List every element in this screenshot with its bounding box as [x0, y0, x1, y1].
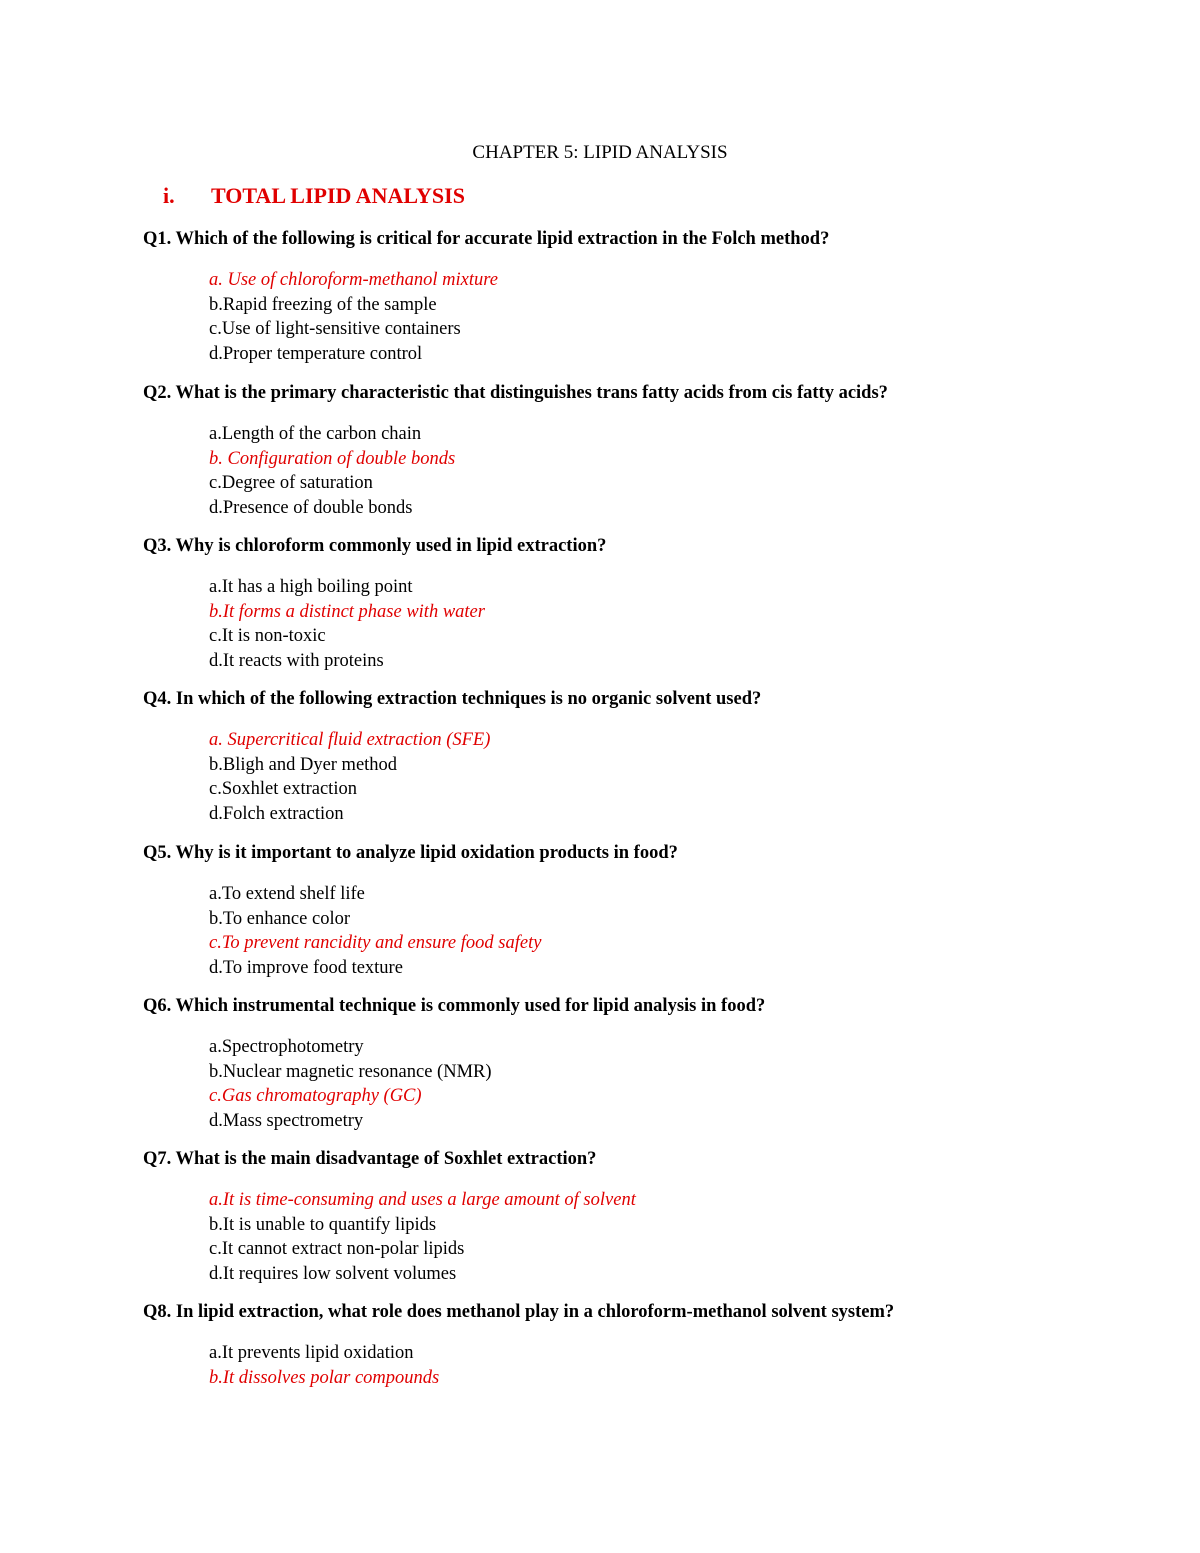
options-list [209, 1035, 492, 1133]
option-correct: b. Configuration of double bonds [209, 448, 456, 469]
question-text: Q8. In lipid extraction, what role does methanol play in a chloroform-methanol solvent system? [143, 1302, 895, 1322]
section-heading [163, 183, 465, 209]
option: a.It prevents lipid oxidation [209, 1343, 414, 1363]
option: b.Nuclear magnetic resonance (NMR) [209, 1061, 492, 1082]
question-text: Q5. Why is it important to analyze lipid oxidation products in food? [143, 843, 678, 863]
option: c.Use of light-sensitive containers [209, 319, 461, 339]
option: d.To improve food texture [209, 957, 403, 978]
option: d.Presence of double bonds [209, 497, 413, 518]
option-correct: b.It dissolves polar compounds [209, 1367, 440, 1388]
option-correct: a. Supercritical fluid extraction (SFE) [209, 730, 491, 750]
question-text: Q3. Why is chloroform commonly used in lipid extraction? [143, 536, 607, 556]
option: a.Spectrophotometry [209, 1037, 364, 1057]
option: d.It requires low solvent volumes [209, 1263, 457, 1284]
option: b.To enhance color [209, 908, 350, 929]
option: c.It is non-toxic [209, 626, 326, 646]
options-list [209, 422, 455, 520]
option: c.Degree of saturation [209, 473, 373, 493]
options-list [209, 882, 541, 980]
option: b.It is unable to quantify lipids [209, 1214, 437, 1235]
option-correct: a.It is time-consuming and uses a large amount of solvent [209, 1190, 636, 1210]
question-text: Q2. What is the primary characteristic that distinguishes trans fatty acids from cis fatty acids? [143, 383, 888, 403]
option-correct: b.It forms a distinct phase with water [209, 601, 485, 622]
question-text: Q7. What is the main disadvantage of Soxhlet extraction? [143, 1149, 597, 1169]
chapter-title: CHAPTER 5: LIPID ANALYSIS [472, 142, 728, 163]
section-title: TOTAL LIPID ANALYSIS [211, 183, 465, 208]
options-list [209, 268, 498, 366]
option: d.Mass spectrometry [209, 1110, 364, 1131]
options-list [209, 728, 490, 826]
option: b.Bligh and Dyer method [209, 754, 398, 775]
option: d.Folch extraction [209, 803, 344, 824]
option: b.Rapid freezing of the sample [209, 294, 437, 315]
option: a.It has a high boiling point [209, 577, 413, 597]
option-correct: c.Gas chromatography (GC) [209, 1086, 422, 1106]
option: c.Soxhlet extraction [209, 779, 357, 799]
question-text: Q6. Which instrumental technique is commonly used for lipid analysis in food? [143, 996, 766, 1016]
option-correct: c.To prevent rancidity and ensure food safety [209, 933, 542, 953]
options-list [209, 575, 485, 673]
question-text: Q4. In which of the following extraction techniques is no organic solvent used? [143, 689, 762, 709]
option: a.Length of the carbon chain [209, 424, 422, 444]
options-list [209, 1341, 439, 1390]
option: d.It reacts with proteins [209, 650, 384, 671]
options-list [209, 1188, 636, 1286]
option-correct: a. Use of chloroform-methanol mixture [209, 270, 498, 290]
option: c.It cannot extract non-polar lipids [209, 1239, 465, 1259]
section-number: i. [163, 183, 175, 208]
question-text: Q1. Which of the following is critical for accurate lipid extraction in the Folch method? [143, 229, 830, 249]
option: a.To extend shelf life [209, 884, 365, 904]
option: d.Proper temperature control [209, 343, 423, 364]
